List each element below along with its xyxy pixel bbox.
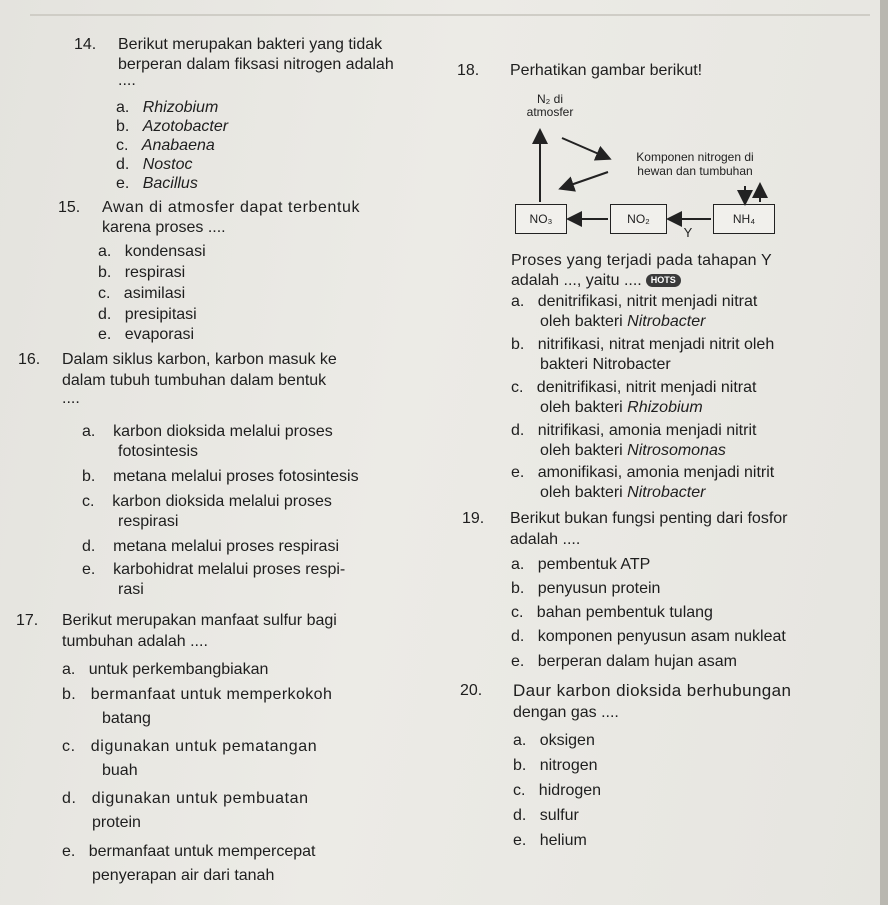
q18-stem-line1: Proses yang terjadi pada tahapan Y xyxy=(511,252,772,269)
option-letter: c. xyxy=(116,137,129,154)
nh4-box: NH₄ xyxy=(713,204,775,234)
option-text: hidrogen xyxy=(538,782,602,799)
option-text: nitrifikasi, nitrat menjadi nitrit oleh xyxy=(537,336,775,353)
option-text: Nostoc xyxy=(142,156,193,173)
option-letter: d. xyxy=(98,306,112,323)
option-text: evaporasi xyxy=(124,326,195,343)
arrow-n2-to-komponen xyxy=(562,138,608,158)
option-letter: d. xyxy=(511,422,525,439)
option-text: nitrogen xyxy=(539,757,598,774)
q20-option-d[interactable] xyxy=(513,807,579,825)
option-text: helium xyxy=(539,832,587,849)
option-letter: e. xyxy=(82,561,96,578)
q16-option-d[interactable] xyxy=(82,538,339,556)
q14-option-d[interactable] xyxy=(116,156,192,174)
q19-option-e[interactable] xyxy=(511,653,737,671)
option-text: penyusun protein xyxy=(537,580,661,597)
option-letter: a. xyxy=(82,423,96,440)
q14-stem-line3: .... xyxy=(118,72,136,89)
option-letter: e. xyxy=(62,843,76,860)
komponen-line2: hewan dan tumbuhan xyxy=(637,164,753,178)
q16-stem-line3: .... xyxy=(62,390,80,407)
q18-stem-line2 xyxy=(511,272,681,290)
option-letter: c. xyxy=(98,285,111,302)
option-text: nitrifikasi, amonia menjadi nitrit xyxy=(537,422,757,439)
option-text-italic: Nitrosomonas xyxy=(627,442,726,459)
option-letter: d. xyxy=(513,807,527,824)
option-text-italic: Nitrobacter xyxy=(627,484,706,501)
q14-number: 14. xyxy=(74,36,97,53)
nitrogen-cycle-diagram xyxy=(490,80,810,240)
q18-option-a-line2 xyxy=(540,313,705,331)
option-text: karbohidrat melalui proses respi- xyxy=(113,561,346,578)
q15-number: 15. xyxy=(58,199,81,216)
q17-option-c-line2: buah xyxy=(102,762,138,779)
q17-option-d[interactable] xyxy=(62,790,309,808)
q15-option-d[interactable] xyxy=(98,306,197,324)
option-letter: e. xyxy=(511,653,525,670)
option-letter: c. xyxy=(82,493,95,510)
option-letter: d. xyxy=(511,628,525,645)
q15-stem-line2: karena proses .... xyxy=(102,219,226,236)
q18-stem-text: adalah ..., yaitu .... xyxy=(511,272,642,289)
q14-option-a[interactable] xyxy=(116,99,218,117)
option-text: amonifikasi, amonia menjadi nitrit xyxy=(537,464,775,481)
option-letter: b. xyxy=(62,686,77,703)
option-letter: c. xyxy=(511,379,524,396)
q14-option-e[interactable] xyxy=(116,175,198,193)
option-letter: a. xyxy=(116,99,130,116)
q17-option-e[interactable] xyxy=(62,843,315,861)
top-divider xyxy=(30,14,870,16)
q14-stem-line1: Berikut merupakan bakteri yang tidak xyxy=(118,36,383,53)
option-text: metana melalui proses respirasi xyxy=(113,538,339,555)
q20-option-c[interactable] xyxy=(513,782,601,800)
q16-option-b[interactable] xyxy=(82,468,359,486)
option-text: Bacillus xyxy=(142,175,198,192)
q18-option-b-line2 xyxy=(540,356,671,374)
q17-option-b[interactable] xyxy=(62,686,332,704)
option-letter: a. xyxy=(98,243,112,260)
q17-option-a[interactable] xyxy=(62,661,268,679)
option-text-plain: oleh bakteri xyxy=(540,399,628,416)
option-text: Rhizobium xyxy=(142,99,219,116)
q19-stem-line1: Berikut bukan fungsi penting dari fosfor xyxy=(510,510,788,527)
q18-number: 18. xyxy=(457,62,480,79)
q18-option-d[interactable] xyxy=(511,422,756,440)
option-text: berperan dalam hujan asam xyxy=(537,653,737,670)
q17-option-c[interactable] xyxy=(62,738,317,756)
option-letter: b. xyxy=(98,264,112,281)
q15-stem-line1: Awan di atmosfer dapat terbentuk xyxy=(102,199,361,216)
option-letter: c. xyxy=(62,738,76,755)
q16-option-c[interactable] xyxy=(82,493,332,511)
n2-label-line1: N₂ di xyxy=(537,92,563,106)
q18-option-e[interactable] xyxy=(511,464,774,482)
q20-option-b[interactable] xyxy=(513,757,598,775)
q18-option-a[interactable] xyxy=(511,293,757,311)
option-letter: e. xyxy=(511,464,525,481)
page-edge xyxy=(880,0,888,905)
komponen-line1: Komponen nitrogen di xyxy=(636,150,754,164)
q20-stem-line1: Daur karbon dioksida berhubungan xyxy=(513,681,792,700)
q18-title: Perhatikan gambar berikut! xyxy=(510,62,703,79)
option-text: sulfur xyxy=(539,807,579,824)
q19-option-b[interactable] xyxy=(511,580,660,598)
q18-option-e-line2 xyxy=(540,484,705,502)
option-letter: a. xyxy=(62,661,76,678)
option-letter: c. xyxy=(513,782,526,799)
q16-option-e-line2: rasi xyxy=(118,581,144,598)
q20-number: 20. xyxy=(460,682,483,699)
option-text: karbon dioksida melalui proses xyxy=(113,423,333,440)
q16-option-e[interactable] xyxy=(82,561,345,579)
q18-option-c-line2 xyxy=(540,399,703,417)
option-text: komponen penyusun asam nukleat xyxy=(537,628,786,645)
option-text: oksigen xyxy=(539,732,595,749)
q16-option-a[interactable] xyxy=(82,423,333,441)
option-text: digunakan untuk pematangan xyxy=(90,738,318,755)
q16-number: 16. xyxy=(18,351,41,368)
option-letter: a. xyxy=(511,293,525,310)
option-letter: b. xyxy=(511,336,525,353)
q20-option-e[interactable] xyxy=(513,832,587,850)
q17-number: 17. xyxy=(16,612,39,629)
q18-option-c[interactable] xyxy=(511,379,756,397)
no2-box: NO₂ xyxy=(610,204,667,234)
no3-box: NO₃ xyxy=(515,204,567,234)
option-letter: c. xyxy=(511,604,524,621)
option-text: bermanfaat untuk mempercepat xyxy=(88,843,316,860)
option-text-italic: Rhizobium xyxy=(627,399,703,416)
q16-stem-line1: Dalam siklus karbon, karbon masuk ke xyxy=(62,351,337,368)
q15-option-b[interactable] xyxy=(98,264,185,282)
q17-option-d-line2: protein xyxy=(92,814,141,831)
option-letter: e. xyxy=(98,326,112,343)
option-text-italic: Nitrobacter xyxy=(627,313,706,330)
option-text: untuk perkembangbiakan xyxy=(88,661,269,678)
q15-option-e[interactable] xyxy=(98,326,194,344)
q15-option-a[interactable] xyxy=(98,243,206,261)
option-letter: d. xyxy=(82,538,96,555)
q15-option-c[interactable] xyxy=(98,285,185,303)
option-letter: b. xyxy=(511,580,525,597)
option-text: respirasi xyxy=(124,264,186,281)
option-text-italic: bakteri Nitrobacter xyxy=(540,356,671,373)
q19-option-d[interactable] xyxy=(511,628,786,646)
q14-option-b[interactable] xyxy=(116,118,228,136)
option-text: pembentuk ATP xyxy=(537,556,651,573)
q17-option-e-line2: penyerapan air dari tanah xyxy=(92,867,275,884)
option-text: kondensasi xyxy=(124,243,206,260)
option-text: Anabaena xyxy=(141,137,215,154)
q20-stem-line2: dengan gas .... xyxy=(513,704,619,721)
option-text: Azotobacter xyxy=(142,118,229,135)
q17-option-b-line2: batang xyxy=(102,710,151,727)
option-text: digunakan untuk pembuatan xyxy=(91,790,309,807)
option-letter: e. xyxy=(513,832,527,849)
option-text-plain: oleh bakteri xyxy=(540,442,628,459)
option-text: karbon dioksida melalui proses xyxy=(112,493,332,510)
option-text: asimilasi xyxy=(123,285,186,302)
q14-option-c[interactable] xyxy=(116,137,215,155)
option-letter: e. xyxy=(116,175,130,192)
q20-option-a[interactable] xyxy=(513,732,595,750)
option-text: metana melalui proses fotosintesis xyxy=(113,468,359,485)
q17-stem-line1: Berikut merupakan manfaat sulfur bagi xyxy=(62,612,337,629)
option-text: denitrifikasi, nitrit menjadi nitrat xyxy=(536,379,757,396)
q16-option-a-line2: fotosintesis xyxy=(118,443,199,460)
q18-option-d-line2 xyxy=(540,442,726,460)
q19-option-c[interactable] xyxy=(511,604,713,622)
option-text: presipitasi xyxy=(124,306,197,323)
option-text-plain: oleh bakteri xyxy=(540,484,628,501)
option-letter: b. xyxy=(513,757,527,774)
option-text: denitrifikasi, nitrit menjadi nitrat xyxy=(537,293,758,310)
option-text-plain: oleh bakteri xyxy=(540,313,628,330)
hots-badge: HOTS xyxy=(646,274,681,287)
y-step-label: Y xyxy=(683,225,693,240)
option-letter: b. xyxy=(82,468,96,485)
q19-stem-line2: adalah .... xyxy=(510,531,581,548)
option-letter: a. xyxy=(513,732,527,749)
q19-option-a[interactable] xyxy=(511,556,650,574)
option-letter: d. xyxy=(116,156,130,173)
n2-label-line2: atmosfer xyxy=(526,105,574,119)
q16-stem-line2: dalam tubuh tumbuhan dalam bentuk xyxy=(62,372,327,389)
q18-option-b[interactable] xyxy=(511,336,774,354)
q16-option-c-line2: respirasi xyxy=(118,513,179,530)
q19-number: 19. xyxy=(462,510,485,527)
q17-stem-line2: tumbuhan adalah .... xyxy=(62,633,208,650)
option-letter: a. xyxy=(511,556,525,573)
option-letter: d. xyxy=(62,790,77,807)
option-text: bahan pembentuk tulang xyxy=(536,604,713,621)
q14-stem-line2: berperan dalam fiksasi nitrogen adalah xyxy=(118,56,394,73)
option-text: bermanfaat untuk memperkokoh xyxy=(90,686,333,703)
arrow-komponen-to-no3 xyxy=(562,172,608,188)
option-letter: b. xyxy=(116,118,130,135)
